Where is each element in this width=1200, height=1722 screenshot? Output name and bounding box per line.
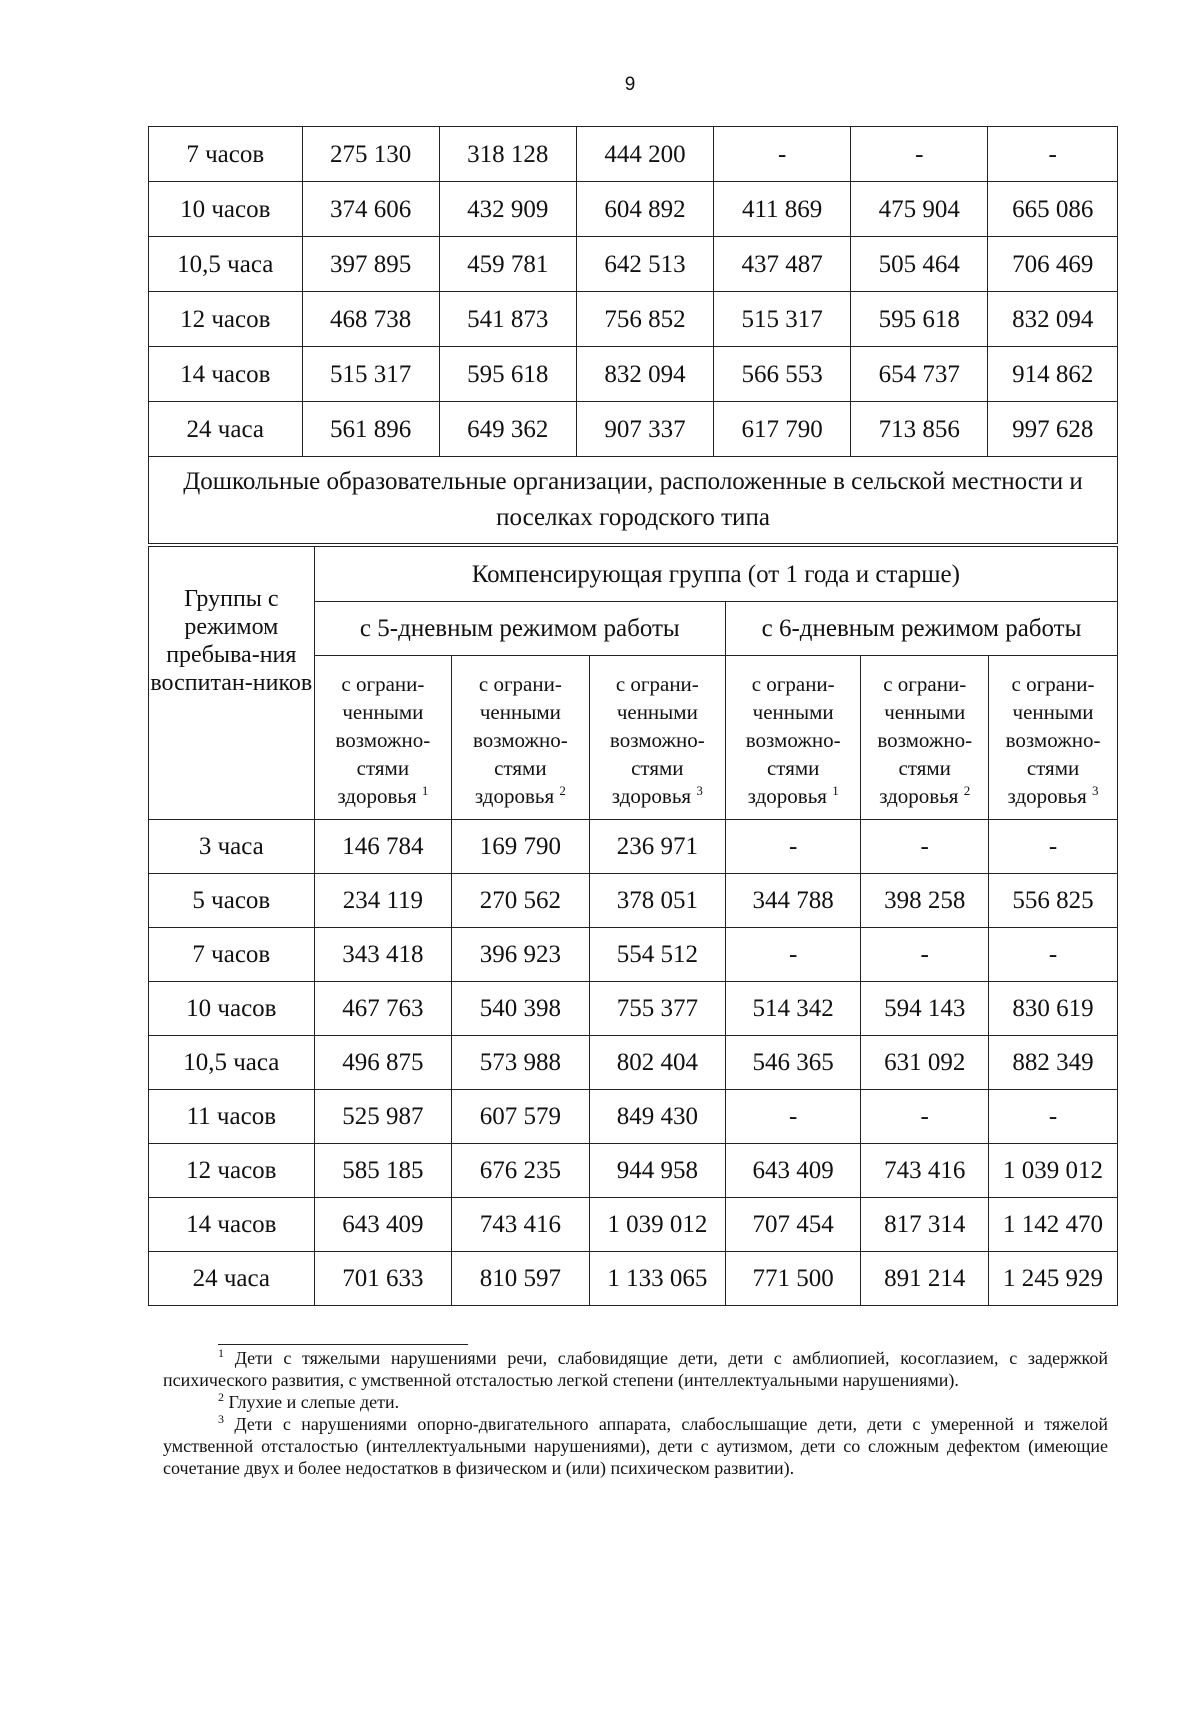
sub-header-text: с ограни-ченными возможно-стями здоровья bbox=[472, 671, 568, 808]
table-cell: 397 895 bbox=[302, 237, 439, 292]
table-row bbox=[149, 347, 1118, 402]
table-cell: 275 130 bbox=[302, 127, 439, 182]
table-cell: 396 923 bbox=[452, 928, 589, 982]
table-cell: 343 418 bbox=[314, 928, 451, 982]
table-cell: 649 362 bbox=[439, 402, 576, 457]
bottom-table bbox=[148, 546, 1118, 1306]
table-row bbox=[149, 1144, 1118, 1198]
group-header: Компенсирующая группа (от 1 года и старше) bbox=[314, 547, 1117, 602]
sub-header-text: с ограни-ченными возможно-стями здоровья bbox=[609, 671, 705, 808]
table-cell: 914 862 bbox=[988, 347, 1118, 402]
table-row bbox=[149, 928, 1118, 982]
table-cell: 556 825 bbox=[989, 874, 1118, 928]
table-row bbox=[149, 1198, 1118, 1252]
table-cell: - bbox=[989, 1090, 1118, 1144]
table-cell: 595 618 bbox=[851, 292, 988, 347]
table-cell: 318 128 bbox=[439, 127, 576, 182]
row-label: 7 часов bbox=[149, 127, 303, 182]
row-group-header: Группы с режимом пребыва-ния воспитан-ников bbox=[149, 547, 315, 820]
table-cell: 444 200 bbox=[576, 127, 713, 182]
table-cell: 411 869 bbox=[714, 182, 851, 237]
row-label: 24 часа bbox=[149, 1252, 315, 1306]
table-cell: 802 404 bbox=[589, 1036, 725, 1090]
sub-header bbox=[989, 656, 1118, 820]
table-row bbox=[149, 182, 1118, 237]
footnotes bbox=[163, 1344, 1108, 1479]
table-cell: - bbox=[861, 928, 989, 982]
row-label: 10,5 часа bbox=[149, 1036, 315, 1090]
table-cell: 566 553 bbox=[714, 347, 851, 402]
table-cell: 997 628 bbox=[988, 402, 1118, 457]
row-label: 12 часов bbox=[149, 1144, 315, 1198]
table-cell: 585 185 bbox=[314, 1144, 451, 1198]
table-cell: 374 606 bbox=[302, 182, 439, 237]
footnote-mark: 2 bbox=[963, 782, 971, 798]
table-cell: 810 597 bbox=[452, 1252, 589, 1306]
row-label: 14 часов bbox=[149, 347, 303, 402]
footnote-mark: 3 bbox=[1092, 782, 1099, 798]
table-cell: 849 430 bbox=[589, 1090, 725, 1144]
table-cell: 505 464 bbox=[851, 237, 988, 292]
table-row bbox=[149, 1252, 1118, 1306]
footnote-mark: 3 bbox=[696, 782, 703, 798]
table-cell: 944 958 bbox=[589, 1144, 725, 1198]
table-cell: 832 094 bbox=[576, 347, 713, 402]
table-cell: 643 409 bbox=[726, 1144, 861, 1198]
table-cell: - bbox=[726, 1090, 861, 1144]
table-cell: 541 873 bbox=[439, 292, 576, 347]
table-cell: 540 398 bbox=[452, 982, 589, 1036]
table-cell: 706 469 bbox=[988, 237, 1118, 292]
table-cell: 467 763 bbox=[314, 982, 451, 1036]
table-cell: - bbox=[851, 127, 988, 182]
sub-header-text: с ограни-ченными возможно-стями здоровья bbox=[1005, 671, 1101, 808]
table-row bbox=[149, 820, 1118, 874]
table-cell: 701 633 bbox=[314, 1252, 451, 1306]
table-cell: - bbox=[989, 820, 1118, 874]
table-row bbox=[149, 402, 1118, 457]
sub-header bbox=[452, 656, 589, 820]
table-row bbox=[149, 1090, 1118, 1144]
table-cell: - bbox=[989, 928, 1118, 982]
table-cell: 515 317 bbox=[714, 292, 851, 347]
table-cell: 398 258 bbox=[861, 874, 989, 928]
mode-5-header: с 5-дневным режимом работы bbox=[314, 602, 725, 656]
footnote-3: $^3$ Дети с нарушениями опорно-двигательного аппарата, слабослышащие дети, дети с умеренной и тяжелой умственной отсталостью (интеллектуальными нарушениями), дети с аутизмом, дети со сложным дефектом (имеющие сочетание двух и более недостатков в физическом и (или) психическом развитии). bbox=[163, 1412, 1109, 1478]
table-cell: 1 039 012 bbox=[589, 1198, 725, 1252]
table-cell: 643 409 bbox=[314, 1198, 451, 1252]
footnote-mark: 2 bbox=[559, 782, 566, 798]
table-cell: 631 092 bbox=[861, 1036, 989, 1090]
table-cell: 617 790 bbox=[714, 402, 851, 457]
table-cell: - bbox=[726, 928, 861, 982]
table-cell: 707 454 bbox=[726, 1198, 861, 1252]
table-row bbox=[149, 874, 1118, 928]
table-cell: 595 618 bbox=[439, 347, 576, 402]
table-cell: 169 790 bbox=[452, 820, 589, 874]
table-cell: 607 579 bbox=[452, 1090, 589, 1144]
sub-header bbox=[726, 656, 861, 820]
table-cell: 907 337 bbox=[576, 402, 713, 457]
table-cell: 755 377 bbox=[589, 982, 725, 1036]
table-cell: - bbox=[714, 127, 851, 182]
table-cell: 817 314 bbox=[861, 1198, 989, 1252]
section-title-row bbox=[149, 457, 1118, 544]
table-cell: 676 235 bbox=[452, 1144, 589, 1198]
table-cell: 459 781 bbox=[439, 237, 576, 292]
table-cell: 756 852 bbox=[576, 292, 713, 347]
table-row bbox=[149, 127, 1118, 182]
row-label: 24 часа bbox=[149, 402, 303, 457]
row-label: 12 часов bbox=[149, 292, 303, 347]
footnote-mark: 1 bbox=[421, 782, 429, 798]
table-cell: 515 317 bbox=[302, 347, 439, 402]
table-cell: 270 562 bbox=[452, 874, 589, 928]
table-cell: 546 365 bbox=[726, 1036, 861, 1090]
sub-header bbox=[861, 656, 989, 820]
mode-6-header: с 6-дневным режимом работы bbox=[726, 602, 1118, 656]
row-label: 3 часа bbox=[149, 820, 315, 874]
row-label: 10 часов bbox=[149, 982, 315, 1036]
table-cell: - bbox=[861, 820, 989, 874]
row-label: 11 часов bbox=[149, 1090, 315, 1144]
table-cell: 496 875 bbox=[314, 1036, 451, 1090]
table-cell: 468 738 bbox=[302, 292, 439, 347]
sub-header-text: с ограни-ченными возможно-стями здоровья bbox=[877, 671, 973, 808]
table-cell: 475 904 bbox=[851, 182, 988, 237]
table-cell: 1 133 065 bbox=[589, 1252, 725, 1306]
table-cell: 743 416 bbox=[861, 1144, 989, 1198]
row-label: 5 часов bbox=[149, 874, 315, 928]
table-row bbox=[149, 292, 1118, 347]
section-title: Дошкольные образовательные организации, расположенные в сельской местности и поселках городского типа bbox=[149, 457, 1118, 544]
table-cell: 437 487 bbox=[714, 237, 851, 292]
table-cell: 713 856 bbox=[851, 402, 988, 457]
table-cell: - bbox=[726, 820, 861, 874]
footnote-1: $^1$ Дети с тяжелыми нарушениями речи, слабовидящие дети, дети с амблиопией, косоглазием, с задержкой психического развития, с умственной отсталостью легкой степени (интеллектуальными нарушениями). bbox=[163, 1346, 1109, 1390]
table-cell: 832 094 bbox=[988, 292, 1118, 347]
footnote-mark: 1 bbox=[832, 782, 839, 798]
footnote-rule bbox=[218, 1344, 468, 1345]
table-cell: 882 349 bbox=[989, 1036, 1118, 1090]
table-cell: 830 619 bbox=[989, 982, 1118, 1036]
table-cell: 891 214 bbox=[861, 1252, 989, 1306]
row-label: 10,5 часа bbox=[149, 237, 303, 292]
table-cell: 594 143 bbox=[861, 982, 989, 1036]
row-label: 14 часов bbox=[149, 1198, 315, 1252]
table-row bbox=[149, 982, 1118, 1036]
table-cell: 665 086 bbox=[988, 182, 1118, 237]
table-cell: 525 987 bbox=[314, 1090, 451, 1144]
table-cell: - bbox=[988, 127, 1118, 182]
table-cell: 654 737 bbox=[851, 347, 988, 402]
table-cell: 378 051 bbox=[589, 874, 725, 928]
table-cell: 1 245 929 bbox=[989, 1252, 1118, 1306]
row-label: 10 часов bbox=[149, 182, 303, 237]
table-cell: 604 892 bbox=[576, 182, 713, 237]
table-cell: 554 512 bbox=[589, 928, 725, 982]
sub-header-text: с ограни-ченными возможно-стями здоровья bbox=[335, 671, 431, 808]
table-row bbox=[149, 237, 1118, 292]
table-cell: 344 788 bbox=[726, 874, 861, 928]
table-cell: - bbox=[861, 1090, 989, 1144]
sub-header bbox=[314, 656, 451, 820]
table-cell: 236 971 bbox=[589, 820, 725, 874]
footnote-2: $^2$ Глухие и слепые дети. bbox=[218, 1390, 400, 1412]
table-cell: 771 500 bbox=[726, 1252, 861, 1306]
table-cell: 1 039 012 bbox=[989, 1144, 1118, 1198]
sub-header-text: с ограни-ченными возможно-стями здоровья bbox=[745, 671, 841, 808]
row-label: 7 часов bbox=[149, 928, 315, 982]
table-cell: 234 119 bbox=[314, 874, 451, 928]
table-cell: 1 142 470 bbox=[989, 1198, 1118, 1252]
table-cell: 743 416 bbox=[452, 1198, 589, 1252]
table-cell: 146 784 bbox=[314, 820, 451, 874]
top-table bbox=[148, 126, 1118, 544]
table-row bbox=[149, 1036, 1118, 1090]
table-cell: 573 988 bbox=[452, 1036, 589, 1090]
table-cell: 432 909 bbox=[439, 182, 576, 237]
table-cell: 561 896 bbox=[302, 402, 439, 457]
sub-header bbox=[589, 656, 725, 820]
table-cell: 514 342 bbox=[726, 982, 861, 1036]
table-cell: 642 513 bbox=[576, 237, 713, 292]
page-number: 9 bbox=[624, 74, 636, 95]
